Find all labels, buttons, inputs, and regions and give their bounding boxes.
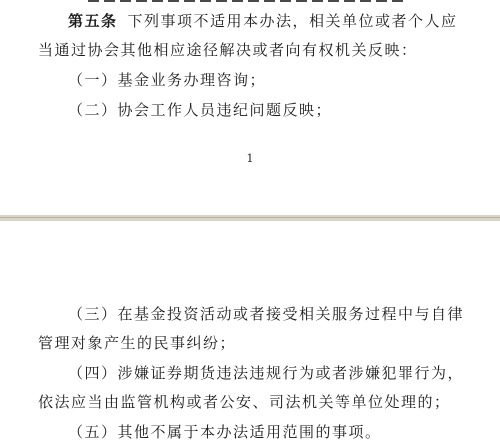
item-1: （一）基金业务办理咨询； [68,71,267,89]
article-5-second-line: 当通过协会其他相应途径解决或者向有权机关反映： [38,41,418,59]
article-number: 第五条 [68,12,118,30]
document-page-upper [0,0,500,215]
item-3-first-line: （三）在基金投资活动或者接受相关服务过程中与自律 [68,305,465,323]
item-4-second-line: 依法应当由监管机构或者公安、司法机关等单位处理的； [38,393,451,411]
clipped-text-line [88,0,408,3]
article-5-first-line [0,11,500,31]
item-4-first-line: （四）涉嫌证券期货违法违规行为或者涉嫌犯罪行为， [68,364,465,382]
document-page-lower [0,221,500,448]
item-5: （五）其他不属于本办法适用范围的事项。 [68,423,382,441]
article-5-text: 下列事项不适用本办法，相关单位或者个人应 [127,12,458,30]
item-2: （二）协会工作人员违纪问题反映； [68,101,333,119]
item-3-second-line: 管理对象产生的民事纠纷； [38,334,237,352]
page-number: 1 [246,152,254,165]
